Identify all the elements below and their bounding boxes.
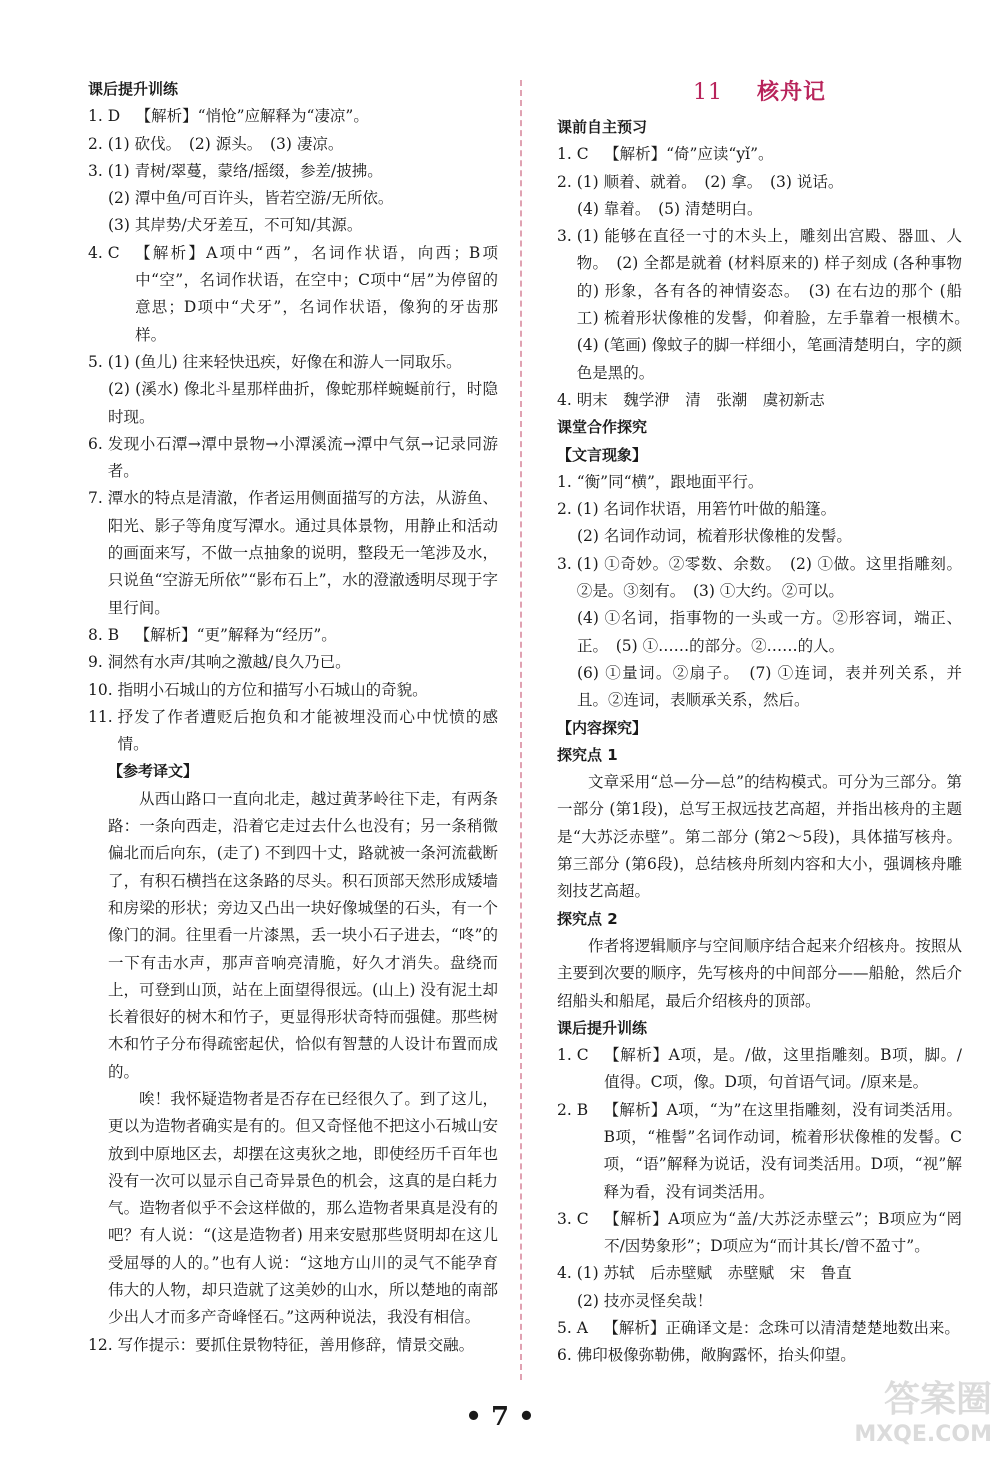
item-number: 5. A <box>557 1319 604 1338</box>
item-number: 6. <box>557 1346 577 1365</box>
item-text: 明末 魏学洢 清 张潮 虞初新志 <box>576 390 825 409</box>
list-item <box>88 131 498 158</box>
item-text: (2) 名词作动词，梳着形状像椎的发髻。 <box>577 527 852 546</box>
section-heading: 课前自主预习 <box>557 118 648 136</box>
item-text: (2) 潭中鱼/可百许头，皆若空游/无所依。 <box>108 189 394 208</box>
item-text: (2) 技亦灵怪矣哉！ <box>577 1291 713 1310</box>
answer-list <box>88 103 498 758</box>
item-number: 2. <box>88 134 108 153</box>
item-number: 1. C <box>557 1046 605 1065</box>
item-number: 1. <box>557 472 577 491</box>
list-item <box>557 551 962 715</box>
watermark-logo <box>820 1378 992 1460</box>
explore-point-heading: 探究点 1 <box>557 745 618 764</box>
item-number: 2. B <box>557 1100 604 1119</box>
watermark-text: 答案圈 <box>883 1379 992 1420</box>
item-number: 7. <box>88 489 108 508</box>
list-item <box>88 677 498 704</box>
page-number: • 7 • <box>465 1402 535 1432</box>
item-text: 指明小石城山的方位和描写小石城山的奇貌。 <box>117 680 428 699</box>
list-item <box>557 223 978 387</box>
item-text: 【解析】“倚”应读“yǐ”。 <box>604 145 774 164</box>
watermark-url: MXQE.COM <box>854 1422 992 1447</box>
item-text: 潭水的特点是清澈，作者运用侧面描写的方法，从游鱼、阳光、影子等角度写潭水。通过具体景物，用静止和活动的画面来写，不做一点抽象的说明，整段无一笔涉及水，只说鱼“空游无所依”“影布石上”，水的澄澈透明尽现于字里行间。 <box>107 489 498 617</box>
item-text: 抒发了作者遭贬后抱负和才能被埋没而心中忧愤的感情。 <box>117 707 498 754</box>
item-text: (2) (溪水) 像北斗星那样曲折，像蛇那样蜿蜒前行，时隐时现。 <box>108 380 498 426</box>
item-text: (1) 能够在直径一寸的木头上，雕刻出宫殿、器皿、人物。 (2) 全都是就着 (材料原来的) 样子刻成 (各种事物的) 形象，各有各的神情姿态。 (3) 在右边的那个 (船工) 梳着形状像椎的发髻，仰着脸，左手靠着一根横木。 (4) (笔画) 像蚊子的脚一样细小，笔画清楚明白，字的颜色是黑的。 <box>576 227 978 382</box>
item-text: (1) 砍伐。 (2) 源头。 (3) 凄凉。 <box>107 134 344 153</box>
list-item <box>88 103 498 130</box>
list-item <box>557 469 962 496</box>
explore-point-text: 文章采用“总—分—总”的结构模式。可分为三部分。第一部分 (第1段)，总写王叔远技艺高超，并指出核舟的主题是“大苏泛赤壁”。第二部分 (第2～5段)，具体描写核舟。第三部分 (第6段)，总结核舟所刻内容和大小，强调核舟雕刻技艺高超。 <box>557 773 962 901</box>
item-text: (1) ①奇妙。②零数、余数。 (2) ①做。这里指雕刻。②是。③刻有。 (3) ①大约。②可以。 <box>576 554 962 601</box>
lesson-number: 11 <box>692 80 723 105</box>
item-number: 12. <box>88 1335 118 1354</box>
list-item <box>88 431 498 486</box>
item-number: 3. <box>88 161 108 180</box>
item-number: 3. <box>557 554 577 573</box>
list-item <box>557 1260 962 1315</box>
explore-point-text: 作者将逻辑顺序与空间顺序结合起来介绍核舟。按照从主要到次要的顺序，先写核舟的中间部分——船舱，然后介绍船头和船尾，最后介绍核舟的顶部。 <box>557 936 962 1010</box>
item-number: 10. <box>88 680 118 699</box>
item-number: 9. <box>88 653 108 672</box>
item-number: 2. <box>557 500 577 519</box>
item-text: (4) 靠着。 (5) 清楚明白。 <box>577 199 763 218</box>
item-text: 【解析】“悄怆”应解释为“凄凉”。 <box>135 107 369 126</box>
list-item <box>557 1042 962 1097</box>
item-text: 佛印极像弥勒佛，敞胸露怀，抬头仰望。 <box>576 1346 856 1365</box>
section-heading: 课后提升训练 <box>88 80 179 98</box>
item-number: 6. <box>88 434 108 453</box>
section-heading: 课后提升训练 <box>557 1018 648 1037</box>
list-item <box>88 158 498 240</box>
list-item <box>88 649 498 676</box>
list-item <box>557 496 962 551</box>
item-number: 3. C <box>557 1209 605 1228</box>
item-text: 【解析】正确译文是：念珠可以清清楚楚地数出来。 <box>603 1319 960 1338</box>
list-item <box>557 169 962 224</box>
item-text: (4) ①名词，指事物的一头或一方。②形容词，端正、正。 (5) ①……的部分。②……的人。 <box>577 609 962 655</box>
explore-point-heading: 探究点 2 <box>557 909 618 928</box>
item-text: “衡”同“横”，跟地面平行。 <box>576 472 764 491</box>
list-item <box>88 349 498 431</box>
wenyan-answer-list <box>557 469 962 715</box>
subsection-heading: 【文言现象】 <box>557 445 648 464</box>
item-text: 【解析】A项，是。/做，这里指雕刻。B项，脚。/值得。C项，像。D项，句首语气词。/原来是。 <box>604 1046 962 1092</box>
list-item <box>557 1097 962 1206</box>
translation-heading: 【参考译文】 <box>108 762 199 781</box>
lesson-name: 核舟记 <box>756 79 826 105</box>
item-text: 【解析】A项，“为”在这里指雕刻，没有词类活用。B项，“椎髻”名词作动词，梳着形状像椎的发髻。C项，“语”解释为说话，没有词类活用。D项，“视”解释为看，没有词类活用。 <box>603 1100 962 1201</box>
item-text: 发现小石潭→潭中景物→小潭溪流→潭中气氛→记录同游者。 <box>107 434 498 481</box>
preview-answer-list <box>557 141 978 414</box>
list-item <box>88 704 498 759</box>
list-item <box>88 485 498 621</box>
item-number: 4. <box>557 1264 577 1283</box>
translation-paragraph: 唉！我怀疑造物者是否存在已经很久了。到了这儿，更以为造物者确实是有的。但又奇怪他不把这小石城山安放到中原地区去，却摆在这夷狄之地，即使经历千百年也没有一次可以显示自己奇异景色的机会，这真的是白耗力气。造物者似乎不会这样做的，那么造物者果真是没有的吧？有人说：“(这是造物者) 用来安慰那些贤明却在这儿受屈辱的人的。”也有人说：“这地方山川的灵气不能孕育伟大的人物，却只造就了这美妙的山水，所以楚地的南部少出人才而多产奇峰怪石。”这两种说法，我没有相信。 <box>108 1089 498 1327</box>
list-item <box>557 1315 962 1342</box>
item-text: 写作提示：要抓住景物特征，善用修辞，情景交融。 <box>117 1335 475 1354</box>
item-text: 洞然有水声/其响之激越/良久乃已。 <box>107 653 351 672</box>
list-item <box>88 622 498 649</box>
item-number: 4. C <box>88 243 136 262</box>
item-number: 3. <box>557 227 577 246</box>
list-item <box>88 1332 498 1359</box>
list-item <box>557 387 962 414</box>
item-text: (1) 苏轼 后赤壁赋 赤壁赋 宋 鲁直 <box>576 1264 852 1283</box>
list-item <box>557 1342 962 1369</box>
item-text: (3) 其岸势/犬牙差互，不可知/其源。 <box>108 216 363 235</box>
section-heading: 课堂合作探究 <box>557 418 648 437</box>
lesson-title <box>557 76 962 109</box>
item-number: 1. D <box>88 107 136 126</box>
translation-paragraph: 从西山路口一直向北走，越过黄茅岭往下走，有两条路：一条向西走，沿着它走过去什么也没有；另一条稍微偏北而后向东，(走了) 不到四十丈，路就被一条河流截断了，有积石横挡在这条路的尽头。积石顶部天然形成矮墙和房梁的形状；旁边又凸出一块好像城堡的石头，有一个像门的洞。往里看一片漆黑，丢一块小石子进去，“咚”的一下有击水声，那声音响亮清脆，好久才消失。盘绕而上，可登到山顶，站在上面望得很远。(山上) 没有泥土却长着很好的树木和竹子，更显得形状奇特而强健。那些树木和竹子分布得疏密起伏，恰似有智慧的人设计布置而成的。 <box>108 789 498 1081</box>
left-column <box>88 76 498 1359</box>
list-item <box>557 1206 962 1261</box>
practice-answer-list <box>557 1042 962 1370</box>
item-number: 4. <box>557 390 577 409</box>
right-column <box>557 76 978 1370</box>
item-text: 【解析】A项应为“盖/大苏泛赤壁云”；B项应为“罔不/因势象形”；D项应为“而计其长/曾不盈寸”。 <box>604 1209 962 1256</box>
item-text: (1) 青树/翠蔓，蒙络/摇缀，参差/披拂。 <box>107 161 383 180</box>
item-number: 1. C <box>557 145 605 164</box>
item-text: (6) ①量词。②扇子。 (7) ①连词，表并列关系，并且。②连词，表顺承关系，然后。 <box>577 663 962 710</box>
item-number: 5. <box>88 352 108 371</box>
item-number: 11. <box>88 707 118 726</box>
item-text: 【解析】“更”解释为“经历”。 <box>134 625 337 644</box>
item-number: 8. B <box>88 625 135 644</box>
item-text: 【解析】A项中“西”，名词作状语，向西；B项中“空”，名词作状语，在空中；C项中“居”为停留的意思；D项中“犬牙”，名词作状语，像狗的牙齿那样。 <box>135 243 498 344</box>
list-item <box>88 240 498 349</box>
subsection-heading: 【内容探究】 <box>557 718 648 737</box>
item-number: 2. <box>557 172 577 191</box>
item-text: (1) (鱼儿) 往来轻快迅疾，好像在和游人一同取乐。 <box>107 352 462 371</box>
list-item <box>557 141 962 168</box>
item-text: (1) 名词作状语，用箬竹叶做的船篷。 <box>576 500 837 519</box>
item-text: (1) 顺着、就着。 (2) 拿。 (3) 说话。 <box>576 172 844 191</box>
column-divider <box>520 80 522 1380</box>
